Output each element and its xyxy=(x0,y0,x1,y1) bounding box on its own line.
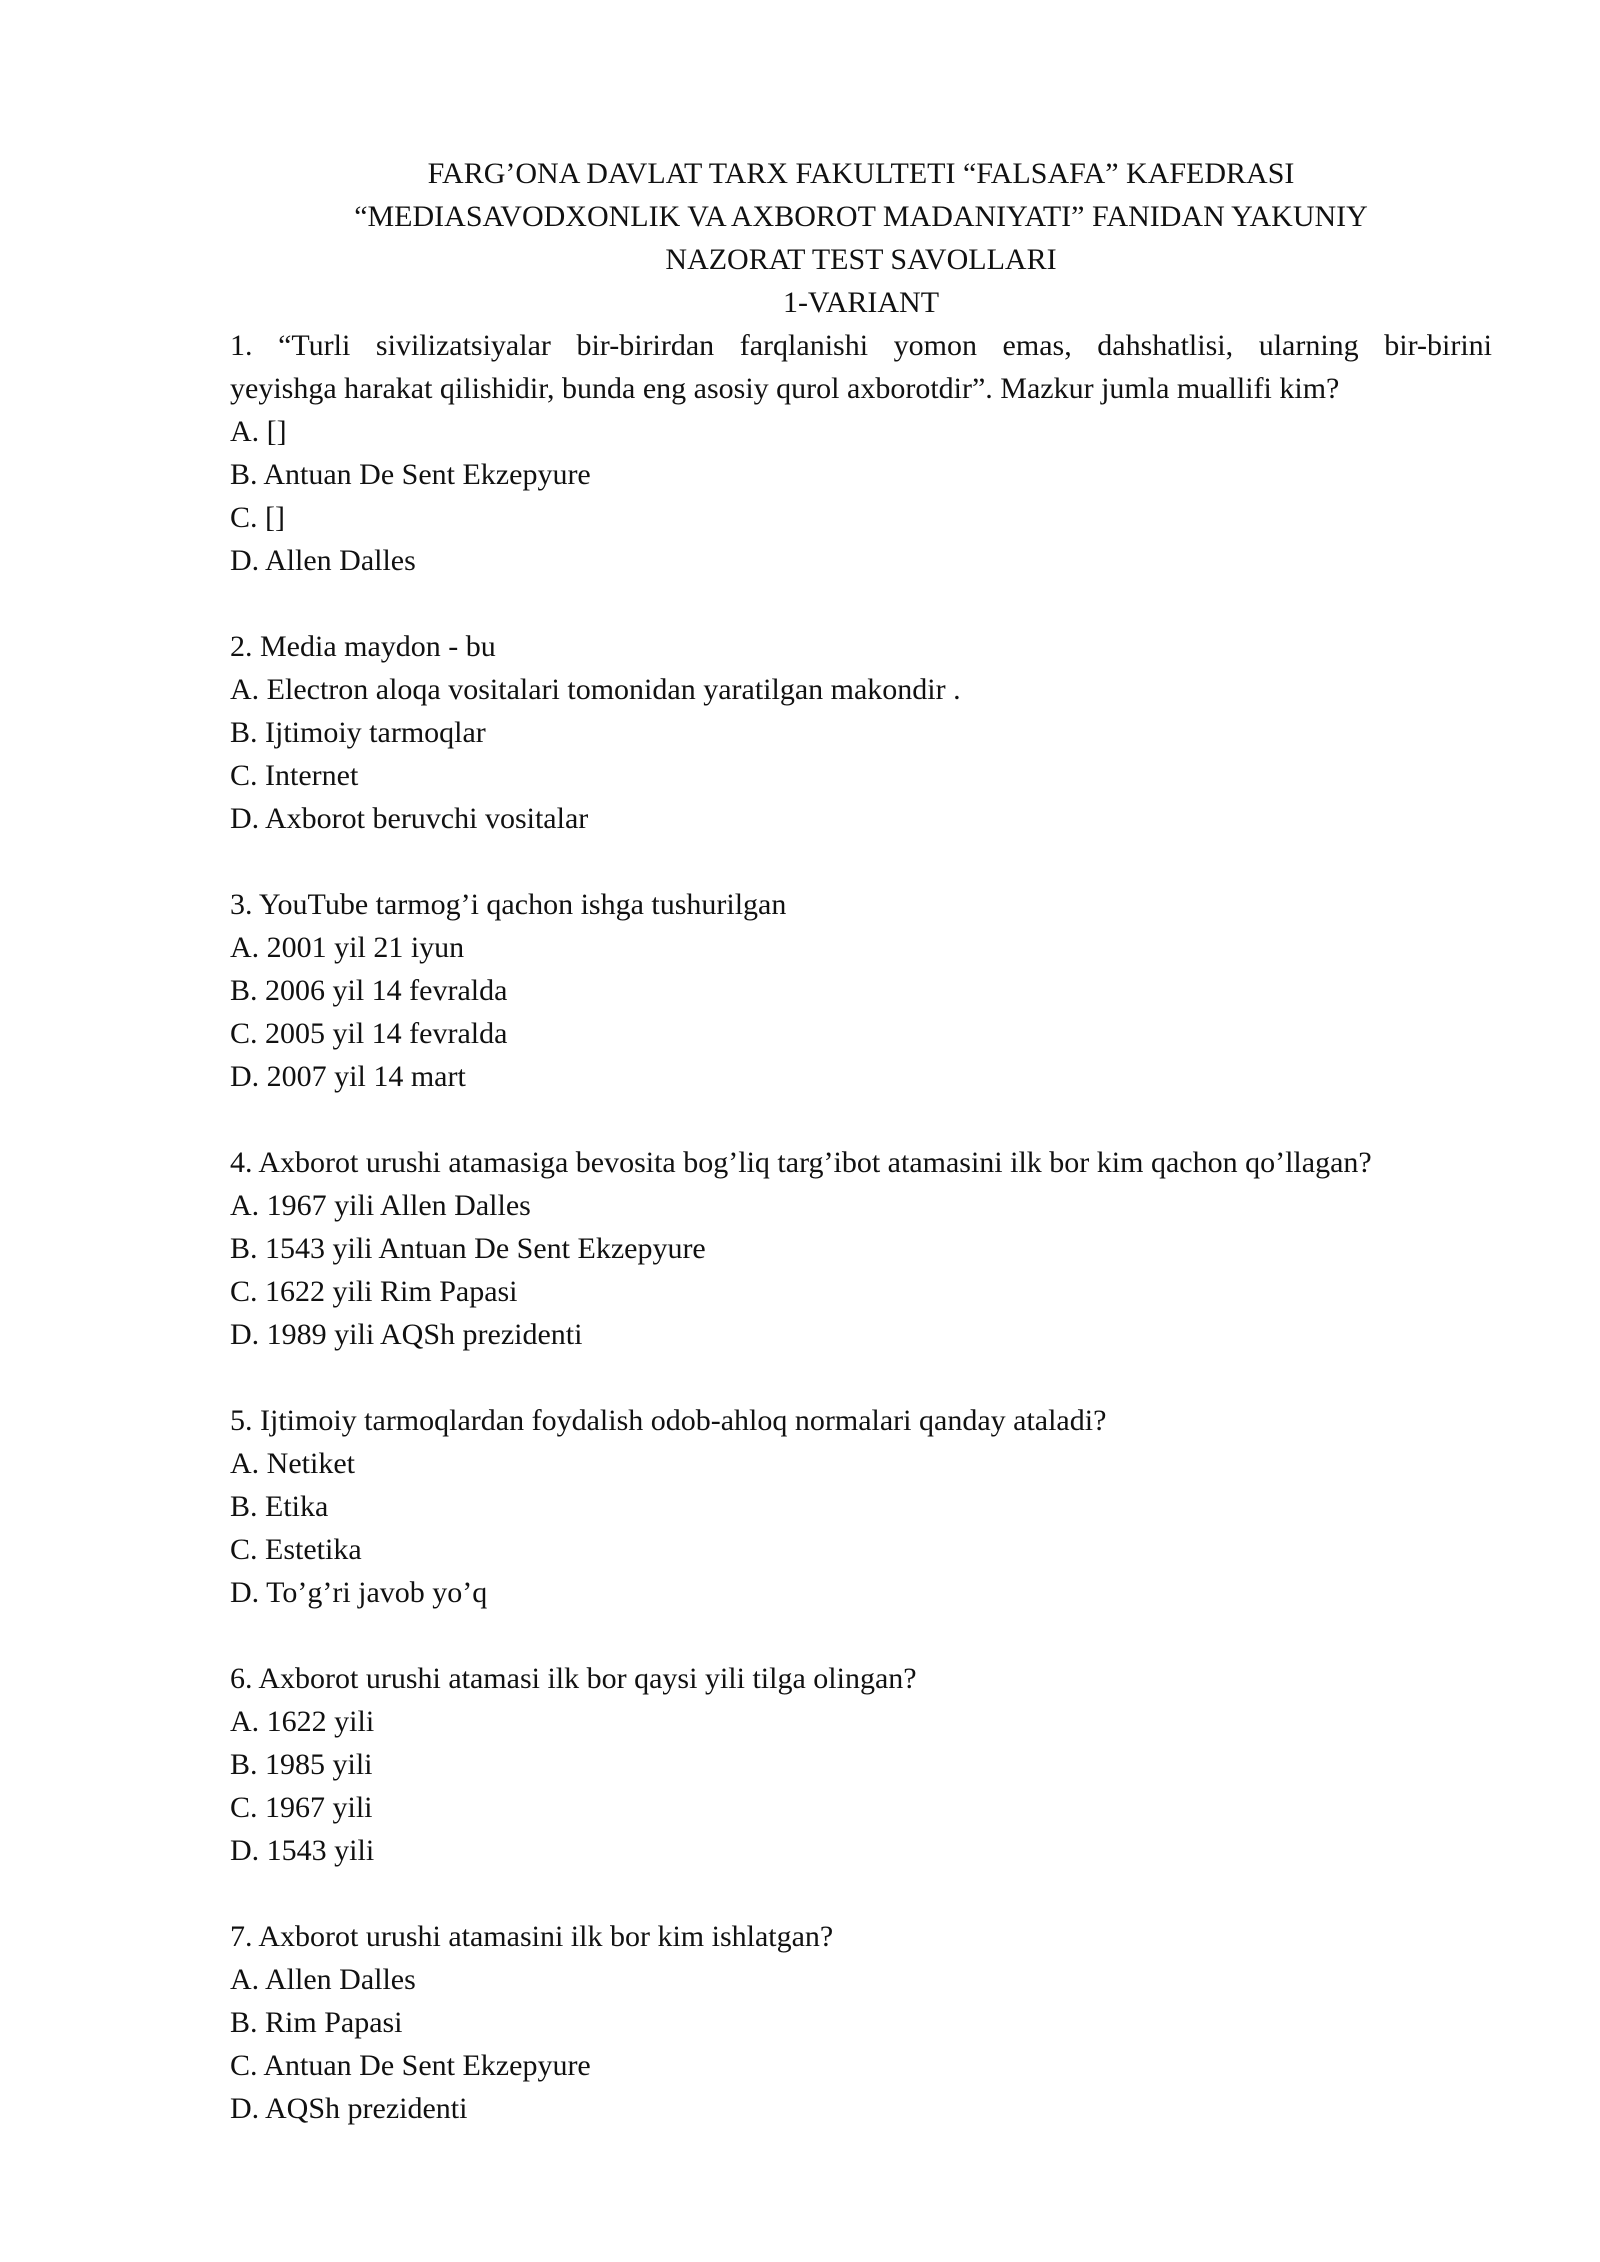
question-spacer xyxy=(230,1614,1492,1657)
answer-option-b: B. Etika xyxy=(230,1490,329,1523)
answer-option-c: C. Antuan De Sent Ekzepyure xyxy=(230,2049,591,2082)
question-spacer xyxy=(230,1872,1492,1915)
answer-option-d: D. To’g’ri javob yo’q xyxy=(230,1576,488,1609)
question-spacer xyxy=(230,1098,1492,1141)
variant-label: 1-VARIANT xyxy=(782,286,940,319)
question-text: 7. Axborot urushi atamasini ilk bor kim ishlatgan? xyxy=(230,1920,834,1953)
answer-option-a: A. Electron aloqa vositalari tomonidan yaratilgan makondir . xyxy=(230,673,961,706)
question-text: 1. “Turli sivilizatsiyalar bir-birirdan farqlanishi yomon emas, dahshatlisi, ularning bir-birini xyxy=(230,329,1492,362)
question-6 xyxy=(230,1657,1492,1872)
header-title-line-1: FARG’ONA DAVLAT TARX FAKULTETI “FALSAFA” KAFEDRASI xyxy=(427,157,1295,190)
answer-option-b: B. Antuan De Sent Ekzepyure xyxy=(230,458,591,491)
answer-option-a: A. [] xyxy=(230,415,287,448)
answer-option-c: C. Internet xyxy=(230,759,359,792)
question-1 xyxy=(230,324,1492,582)
answer-option-c: C. 1967 yili xyxy=(230,1791,373,1824)
answer-option-a: A. Allen Dalles xyxy=(230,1963,416,1996)
answer-option-a: A. 1622 yili xyxy=(230,1705,375,1738)
answer-option-b: B. 1985 yili xyxy=(230,1748,373,1781)
question-text: 5. Ijtimoiy tarmoqlardan foydalish odob-ahloq normalari qanday ataladi? xyxy=(230,1404,1107,1437)
answer-option-c: C. 1622 yili Rim Papasi xyxy=(230,1275,518,1308)
question-text: 2. Media maydon - bu xyxy=(230,630,496,663)
question-text: 6. Axborot urushi atamasi ilk bor qaysi yili tilga olingan? xyxy=(230,1662,917,1695)
question-2 xyxy=(230,625,1492,840)
answer-option-b: B. Rim Papasi xyxy=(230,2006,403,2039)
question-spacer xyxy=(230,1356,1492,1399)
answer-option-b: B. Ijtimoiy tarmoqlar xyxy=(230,716,486,749)
answer-option-b: B. 1543 yili Antuan De Sent Ekzepyure xyxy=(230,1232,706,1265)
answer-option-d: D. Axborot beruvchi vositalar xyxy=(230,802,589,835)
answer-option-d: D. 2007 yil 14 mart xyxy=(230,1060,466,1093)
answer-option-c: C. Estetika xyxy=(230,1533,362,1566)
header-title-line-3: NAZORAT TEST SAVOLLARI xyxy=(665,243,1057,276)
answer-option-c: C. [] xyxy=(230,501,285,534)
answer-option-d: D. 1989 yili AQSh prezidenti xyxy=(230,1318,583,1351)
answer-option-a: A. Netiket xyxy=(230,1447,355,1480)
answer-option-a: A. 1967 yili Allen Dalles xyxy=(230,1189,531,1222)
test-document xyxy=(230,152,1492,2130)
question-text: 3. YouTube tarmog’i qachon ishga tushurilgan xyxy=(230,888,787,921)
question-text: 4. Axborot urushi atamasiga bevosita bog’liq targ’ibot atamasini ilk bor kim qachon qo’llagan? xyxy=(230,1146,1372,1179)
answer-option-b: B. 2006 yil 14 fevralda xyxy=(230,974,508,1007)
header-title-line-2: “MEDIASAVODXONLIK VA AXBOROT MADANIYATI” FANIDAN YAKUNIY xyxy=(354,200,1368,233)
answer-option-c: C. 2005 yil 14 fevralda xyxy=(230,1017,508,1050)
question-spacer xyxy=(230,582,1492,625)
question-7 xyxy=(230,1915,1492,2130)
question-4 xyxy=(230,1141,1492,1356)
question-spacer xyxy=(230,840,1492,883)
question-5 xyxy=(230,1399,1492,1614)
answer-option-d: D. Allen Dalles xyxy=(230,544,416,577)
question-3 xyxy=(230,883,1492,1098)
answer-option-d: D. AQSh prezidenti xyxy=(230,2092,468,2125)
question-text-continued: yeyishga harakat qilishidir, bunda eng asosiy qurol axborotdir”. Mazkur jumla muallifi kim? xyxy=(230,372,1340,405)
answer-option-d: D. 1543 yili xyxy=(230,1834,375,1867)
answer-option-a: A. 2001 yil 21 iyun xyxy=(230,931,465,964)
